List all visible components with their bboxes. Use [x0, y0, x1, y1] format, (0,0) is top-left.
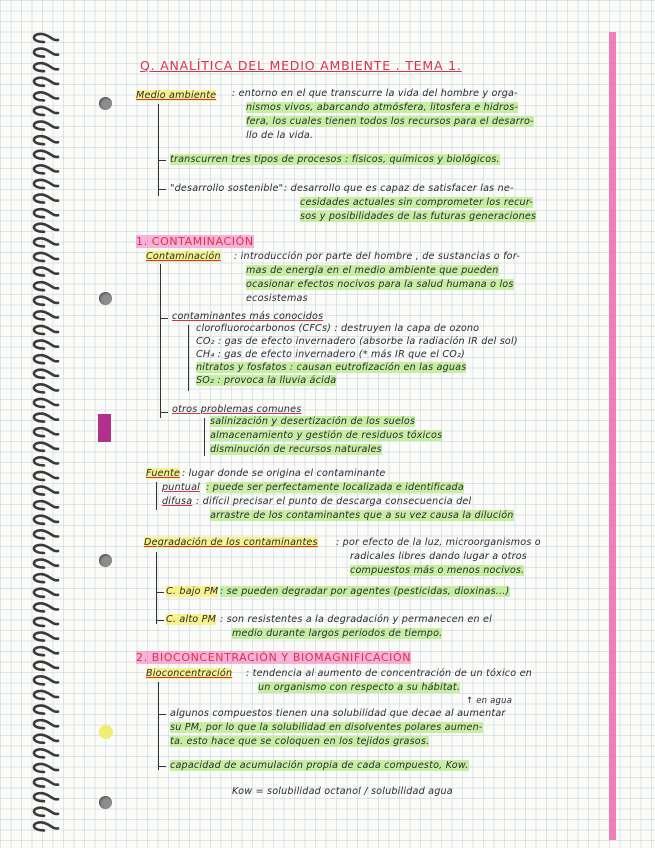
degradacion-def: : por efecto de la luz, microorganismos o — [336, 537, 541, 548]
spiral-coil — [34, 457, 58, 465]
solubility-line: su PM, por lo que la solubilidad en disolventes polares aumen- — [170, 722, 483, 733]
puntual-def: : puede ser perfectamente localizada e identificada — [206, 482, 464, 493]
bioconcentracion-def: : tendencia al aumento de concentración de un tóxico en — [246, 668, 532, 679]
spiral-coil — [34, 122, 58, 130]
spiral-coil — [34, 545, 58, 553]
spiral-coil — [34, 560, 58, 568]
intro-term-row — [136, 90, 216, 103]
bracket — [158, 189, 166, 190]
water-note: ↑ en agua — [466, 696, 513, 706]
spiral-coil — [34, 764, 58, 772]
processes-line: transcurren tres tipos de procesos : físicos, químicos y biológicos. — [170, 154, 500, 165]
sustainable-def: cesidades actuales sin comprometer los recur- — [300, 197, 534, 208]
solubility-line: ta. esto hace que se coloquen en los tejidos grasos. — [170, 736, 430, 747]
page-title: Q. ANALÍTICA DEL MEDIO AMBIENTE . TEMA 1. — [140, 58, 462, 73]
bracket — [156, 620, 164, 621]
bracket — [156, 552, 157, 624]
high-pm-def: : son resistentes a la degradación y permanecen en el — [220, 614, 492, 625]
spiral-coil — [34, 399, 58, 407]
spiral-coil — [34, 603, 58, 611]
capacity-line: capacidad de acumulación propia de cada compuesto, Kow. — [170, 760, 469, 771]
known-item: clorofluorocarbonos (CFCs) : destruyen la capa de ozono — [196, 323, 480, 334]
intro-def-line: fera, los cuales tienen todos los recursos para el desarro- — [246, 116, 534, 127]
intro-def-line: nismos vivos, abarcando atmósfera, litosfera e hidros- — [246, 102, 519, 113]
sustainable-term: "desarrollo sostenible" — [170, 183, 284, 194]
puntual-term: puntual — [162, 482, 201, 493]
spiral-coil — [34, 428, 58, 436]
known-item: CO₂ : gas de efecto invernadero (absorbe la radiación IR del sol) — [196, 336, 518, 347]
degradacion-term-row: Degradación de los contaminantes — [144, 537, 318, 548]
spiral-coil — [34, 297, 58, 305]
bioconcentracion-def: un organismo con respecto a su hábitat. — [258, 682, 461, 693]
spiral-coil — [34, 370, 58, 378]
spiral-coil — [34, 530, 58, 538]
spiral-coil — [34, 180, 58, 188]
spiral-coil — [34, 107, 58, 115]
other-item: disminución de recursos naturales — [210, 444, 382, 455]
spiral-coil — [34, 501, 58, 509]
spiral-coil — [34, 92, 58, 100]
spiral-coil — [34, 311, 58, 319]
degradacion-def: radicales libres dando lugar a otros — [350, 551, 528, 562]
section-2-heading: 2. BIOCONCENTRACIÓN Y BIOMAGNIFICACIÓN — [136, 651, 412, 664]
spiral-coil — [34, 516, 58, 524]
bracket — [158, 682, 159, 770]
spiral-coil — [34, 78, 58, 86]
spiral-coil — [34, 647, 58, 655]
punch-hole — [99, 292, 112, 305]
spiral-coil — [34, 238, 58, 246]
bracket — [158, 714, 166, 715]
spiral-binding — [0, 0, 60, 848]
high-pm-def: medio durante largos periodos de tiempo. — [232, 628, 443, 639]
spiral-coil — [34, 472, 58, 480]
fuente-term-row: Fuente — [146, 468, 181, 479]
spiral-coil — [34, 443, 58, 451]
spiral-coil — [34, 735, 58, 743]
punch-hole — [99, 97, 112, 110]
spiral-coil — [34, 151, 58, 159]
bracket — [156, 482, 157, 510]
bracket — [158, 766, 166, 767]
fuente-def: : lugar donde se origina el contaminante — [182, 468, 386, 479]
spiral-coil — [34, 822, 58, 830]
spiral-coil — [34, 414, 58, 422]
spiral-coil — [34, 574, 58, 582]
punch-hole — [99, 554, 112, 567]
contaminacion-def: mas de energía en el medio ambiente que pueden — [246, 265, 499, 276]
spiral-coil — [34, 355, 58, 363]
medio-ambiente-term: Medio ambiente — [136, 90, 217, 101]
contaminacion-def: ecosistemas — [246, 293, 308, 304]
spiral-coil — [34, 589, 58, 597]
difusa-term: difusa — [162, 496, 193, 507]
difusa-def: arrastre de los contaminantes que a su vez causa la dilución — [210, 510, 514, 521]
bracket — [160, 412, 168, 413]
known-item: CH₄ : gas de efecto invernadero (* más IR que el CO₂) — [196, 349, 465, 360]
spiral-coil — [34, 633, 58, 641]
bracket — [158, 160, 166, 161]
spiral-coil — [34, 779, 58, 787]
spiral-coil — [34, 209, 58, 217]
spiral-coil — [34, 165, 58, 173]
spiral-coil — [34, 326, 58, 334]
spiral-coil — [34, 49, 58, 57]
spiral-coil — [34, 793, 58, 801]
bracket — [156, 592, 164, 593]
bracket — [204, 418, 205, 456]
known-title: contaminantes más conocidos — [172, 311, 324, 322]
known-item: SO₂ : provoca la lluvia ácida — [196, 375, 337, 386]
sustainable-def: : desarrollo que es capaz de satisfacer las ne- — [284, 183, 514, 194]
bracket — [160, 264, 161, 418]
spiral-coil — [34, 253, 58, 261]
spiral-coil — [34, 268, 58, 276]
intro-def-line: : entorno en el que transcurre la vida del hombre y orga- — [232, 88, 518, 99]
punch-hole — [99, 796, 112, 809]
known-item: nitratos y fosfatos : causan eutrofización en las aguas — [196, 362, 467, 373]
spiral-coil — [34, 808, 58, 816]
contaminacion-def: ocasionar efectos nocivos para la salud humana o los — [246, 279, 514, 290]
spiral-coil — [34, 341, 58, 349]
low-pm-row: C. bajo PM — [166, 586, 219, 597]
bracket — [160, 318, 168, 319]
contaminacion-term-row: Contaminación — [146, 251, 221, 262]
spiral-coil — [34, 136, 58, 144]
other-title: otros problemas comunes — [172, 404, 302, 415]
high-pm-row: C. alto PM — [166, 614, 217, 625]
bracket — [158, 104, 159, 196]
spiral-coil — [34, 662, 58, 670]
spiral-coil — [34, 34, 58, 42]
spiral-coil — [34, 618, 58, 626]
spiral-coil — [34, 720, 58, 728]
spiral-coil — [34, 706, 58, 714]
sustainable-def: sos y posibilidades de las futuras generaciones — [300, 211, 537, 222]
low-pm-def: : se pueden degradar por agentes (pesticidas, dioxinas...) — [220, 586, 510, 597]
contaminacion-def: : introducción por parte del hombre , de sustancias o for- — [234, 251, 521, 262]
brand-sticker — [98, 414, 111, 442]
section-1-heading: 1. CONTAMINACIÓN — [136, 235, 254, 248]
bioconcentracion-term-row: Bioconcentración — [146, 668, 233, 679]
kow-formula: Kow = solubilidad octanol / solubilidad agua — [232, 786, 453, 797]
solubility-line: algunos compuestos tienen una solubilidad que decae al aumentar — [170, 708, 506, 719]
yellow-dot — [99, 725, 113, 739]
degradacion-def: compuestos más o menos nocivos. — [350, 565, 525, 576]
spiral-coil — [34, 63, 58, 71]
spiral-coil — [34, 676, 58, 684]
pink-margin-line — [609, 32, 616, 840]
spiral-coil — [34, 384, 58, 392]
other-item: salinización y desertización de los suelos — [210, 416, 416, 427]
spiral-coil — [34, 487, 58, 495]
spiral-coil — [34, 749, 58, 757]
difusa-def: : difícil precisar el punto de descarga consecuencia del — [196, 496, 472, 507]
intro-def-line: llo de la vida. — [246, 130, 314, 141]
bracket — [188, 325, 189, 391]
spiral-coil — [34, 691, 58, 699]
other-item: almacenamiento y gestión de residuos tóxicos — [210, 430, 443, 441]
spiral-coil — [34, 282, 58, 290]
spiral-coil — [34, 224, 58, 232]
spiral-coil — [34, 195, 58, 203]
